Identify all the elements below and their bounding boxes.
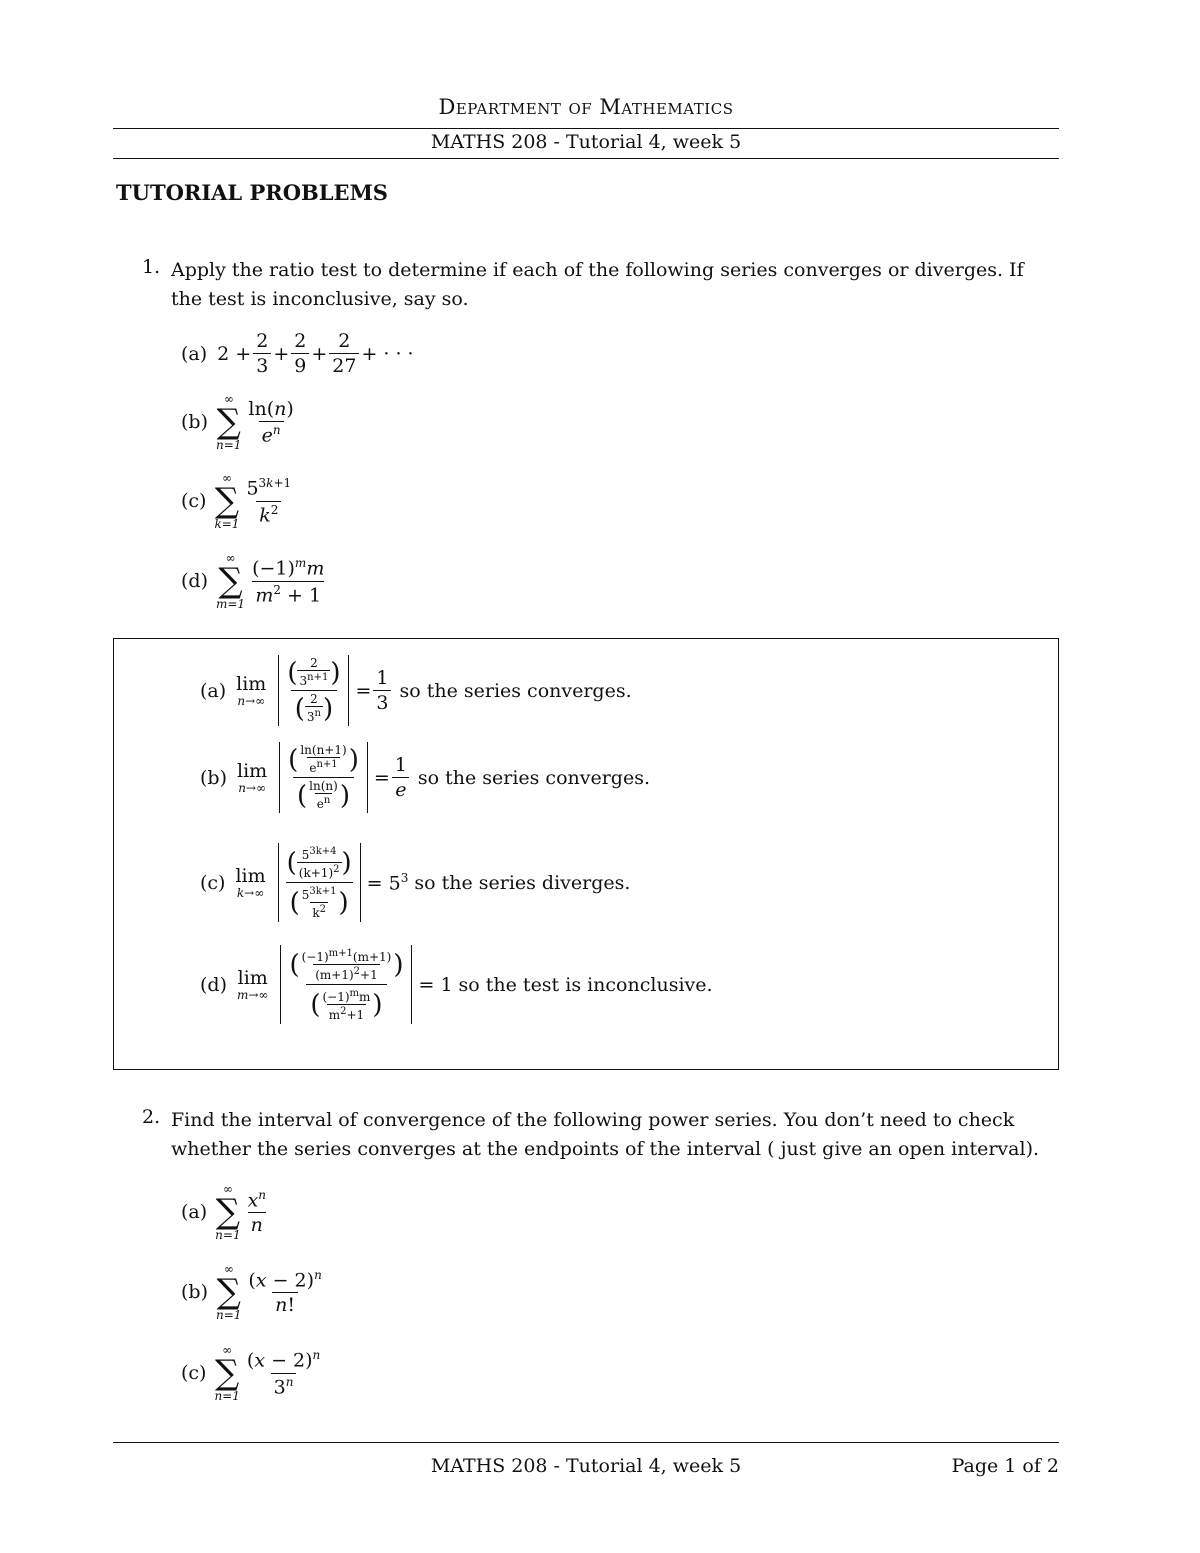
footer-course: MATHS 208 - Tutorial 4, week 5 xyxy=(430,1455,742,1477)
q2-part-b: (b) ∞ ∑ n=1 $\frac{(x - 2)^n}{n!}$ xyxy=(181,1262,322,1322)
question-2-text: Find the interval of convergence of the following power series. You don’t need to check whether the series converges at the endpoints of the interval ( just give an open interval). xyxy=(171,1109,1040,1160)
solution-c: (c) lim k→∞ ( $5^{3k+4}$ $(k+1)^2$ ) ( $5^{3k+1}$ $k^2$ ) = $5^3$ so the series diverges. xyxy=(200,843,630,922)
footer-page-number: Page 1 of 2 xyxy=(951,1455,1059,1477)
header-rule-bottom xyxy=(113,158,1059,159)
solution-b: (b) lim n→∞ ( ln(n+1) $e^{n+1}$ ) ( ln(n) $e^n$ ) = $\frac{1}{e}$ so the series converges. xyxy=(200,743,651,811)
question-2-number: 2. xyxy=(142,1106,161,1128)
solution-a: (a) lim n→∞ ( 2 $3^{n+1}$ ) ( 2 3$^n$ ) = $\frac{1}{3}$ so the series converges. xyxy=(200,656,632,724)
q1-part-a: (a) 2 + $\frac{2}{3}$ + $\frac{2}{9}$ + $\frac{2}{27}$ + · · · xyxy=(181,330,414,377)
header-rule-top xyxy=(113,128,1059,129)
q1-part-c: (c) ∞ ∑ k=1 $\frac{5^{3k+1}}{k^2}$ xyxy=(181,471,292,531)
q1-part-d: (d) ∞ ∑ m=1 $\frac{(-1)^mm}{m^2 + 1}$ xyxy=(181,551,325,611)
question-1-number: 1. xyxy=(142,256,161,278)
q2-part-c: (c) ∞ ∑ n=1 $\frac{(x - 2)^n}{3^n}$ xyxy=(181,1343,321,1403)
department-header: Department of Mathematics xyxy=(438,95,734,119)
q1-part-b: (b) ∞ ∑ n=1 $\frac{\ln(n)}{e^n}$ xyxy=(181,392,294,452)
section-title: TUTORIAL PROBLEMS xyxy=(116,180,388,205)
question-1-text: Apply the ratio test to determine if each of the following series converges or diverges. If the test is inconclusive, say so. xyxy=(171,259,1024,310)
course-header: MATHS 208 - Tutorial 4, week 5 xyxy=(430,131,742,153)
q2-part-a: (a) ∞ ∑ n=1 $\frac{x^n}{n}$ xyxy=(181,1182,267,1242)
solution-d: (d) lim m→∞ ( $(-1)^{m+1}(m+1)$ $(m+1)^2+1$ ) ( $(-1)^mm$ $m^2+1$ ) = 1 so the test is inconclusive. xyxy=(200,945,713,1024)
footer-rule xyxy=(113,1442,1059,1443)
